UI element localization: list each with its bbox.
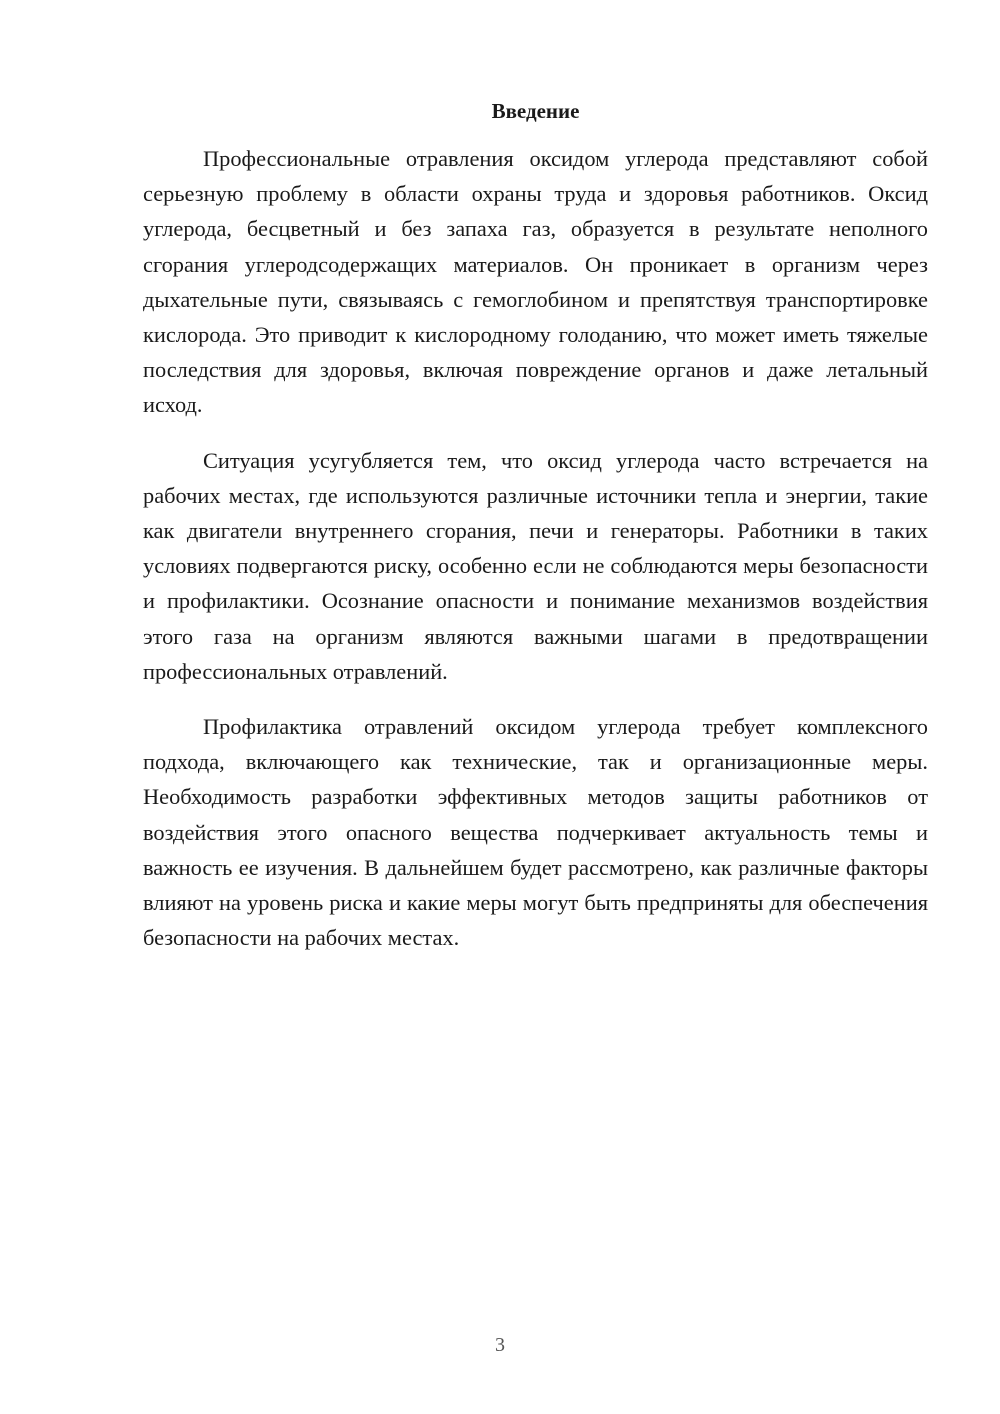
- page-number: 3: [495, 1334, 505, 1356]
- paragraph-3: Профилактика отравлений оксидом углерода требует комплексного подхода, включающего как технические, так и организационные меры. Необходимость разработки эффективных методов защиты работников от воздействия этого опасного вещества подчеркивает актуальность темы и важность ее изучения. В дальнейшем будет рассмотрено, как различные факторы влияют на уровень риска и какие меры могут быть предприняты для обеспечения безопасности на рабочих местах.: [143, 714, 928, 951]
- section-heading: Введение: [491, 99, 580, 123]
- paragraph-1: Профессиональные отравления оксидом углерода представляют собой серьезную проблему в области охраны труда и здоровья работников. Оксид углерода, бесцветный и без запаха газ, образуется в результате неполного сгорания углеродсодержащих материалов. Он проникает в организм через дыхательные пути, связываясь с гемоглобином и препятствуя транспортировке кислорода. Это приводит к кислородному голоданию, что может иметь тяжелые последствия для здоровья, включая повреждение органов и даже летальный исход.: [143, 146, 928, 418]
- page-content: [143, 96, 928, 975]
- paragraph-2: Ситуация усугубляется тем, что оксид углерода часто встречается на рабочих местах, где используются различные источники тепла и энергии, такие как двигатели внутреннего сгорания, печи и генераторы. Работники в таких условиях подвергаются риску, особенно если не соблюдаются меры безопасности и профилактики. Осознание опасности и понимание механизмов воздействия этого газа на организм являются важными шагами в предотвращении профессиональных отравлений.: [143, 447, 928, 684]
